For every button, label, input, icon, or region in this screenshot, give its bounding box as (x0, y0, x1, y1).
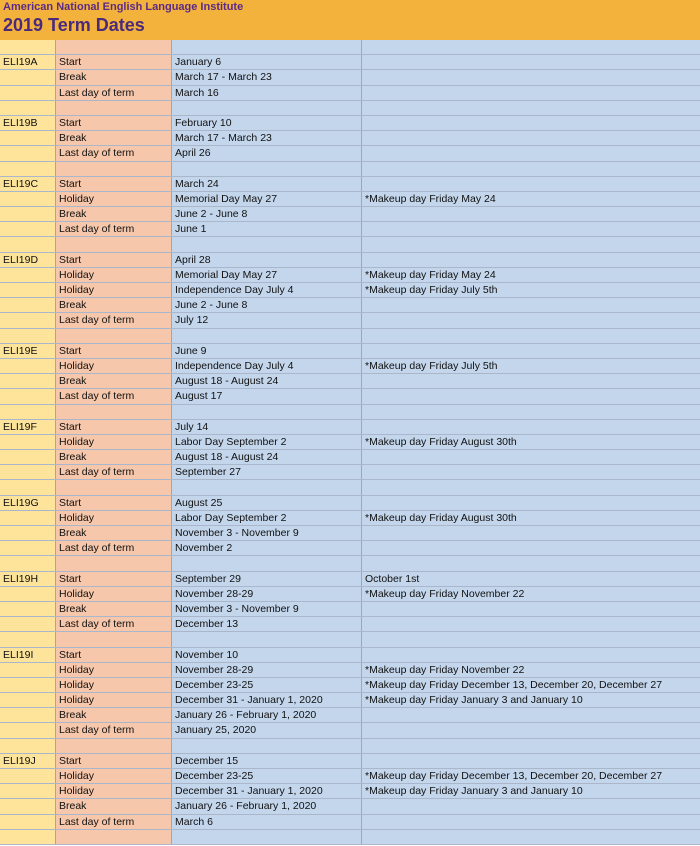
event-type-cell[interactable]: Holiday (56, 192, 172, 206)
note-cell[interactable] (362, 496, 700, 510)
term-code-cell[interactable] (0, 268, 56, 282)
sheet-header (0, 0, 700, 40)
event-type-cell[interactable]: Last day of term (56, 146, 172, 160)
term-code-cell[interactable] (0, 146, 56, 160)
table-row (0, 541, 700, 556)
term-code-cell[interactable]: ELI19I (0, 648, 56, 662)
event-type-cell[interactable]: Start (56, 754, 172, 768)
term-code-cell[interactable] (0, 784, 56, 798)
event-type-cell[interactable]: Holiday (56, 663, 172, 677)
term-code-cell[interactable] (0, 769, 56, 783)
date-cell[interactable]: August 17 (172, 389, 362, 403)
date-cell[interactable]: June 1 (172, 222, 362, 236)
table-row (0, 116, 700, 131)
date-cell[interactable]: November 3 - November 9 (172, 526, 362, 540)
term-code-cell[interactable]: ELI19J (0, 754, 56, 768)
note-cell[interactable]: *Makeup day Friday December 13, December 20, December 27 (362, 678, 700, 692)
event-type-cell[interactable]: Holiday (56, 268, 172, 282)
date-cell[interactable]: September 29 (172, 572, 362, 586)
event-type-cell[interactable]: Last day of term (56, 617, 172, 631)
date-cell[interactable]: November 3 - November 9 (172, 602, 362, 616)
term-code-cell[interactable] (0, 632, 56, 646)
date-cell[interactable]: June 9 (172, 344, 362, 358)
event-type-cell[interactable]: Break (56, 374, 172, 388)
term-code-cell[interactable]: ELI19F (0, 420, 56, 434)
table-row (0, 435, 700, 450)
event-type-cell[interactable]: Holiday (56, 693, 172, 707)
event-type-cell[interactable]: Break (56, 131, 172, 145)
table-row (0, 465, 700, 480)
note-cell[interactable] (362, 739, 700, 753)
date-cell[interactable]: January 26 - February 1, 2020 (172, 799, 362, 813)
term-code-cell[interactable] (0, 739, 56, 753)
term-code-cell[interactable] (0, 222, 56, 236)
date-cell[interactable]: August 18 - August 24 (172, 450, 362, 464)
table-row (0, 298, 700, 313)
table-row (0, 389, 700, 404)
term-code-cell[interactable] (0, 237, 56, 251)
date-cell[interactable]: March 17 - March 23 (172, 70, 362, 84)
note-cell[interactable] (362, 450, 700, 464)
table-row (0, 830, 700, 845)
table-row (0, 480, 700, 495)
note-cell[interactable] (362, 556, 700, 570)
event-type-cell[interactable] (56, 40, 172, 54)
note-cell[interactable] (362, 405, 700, 419)
event-type-cell[interactable]: Break (56, 526, 172, 540)
date-cell[interactable] (172, 739, 362, 753)
date-cell[interactable]: December 31 - January 1, 2020 (172, 693, 362, 707)
note-cell[interactable] (362, 116, 700, 130)
term-code-cell[interactable] (0, 162, 56, 176)
term-code-cell[interactable] (0, 86, 56, 100)
term-code-cell[interactable] (0, 329, 56, 343)
term-code-cell[interactable]: ELI19C (0, 177, 56, 191)
table-row (0, 283, 700, 298)
table-row (0, 101, 700, 116)
note-cell[interactable]: *Makeup day Friday August 30th (362, 511, 700, 525)
event-type-cell[interactable]: Break (56, 602, 172, 616)
event-type-cell[interactable]: Last day of term (56, 723, 172, 737)
table-row (0, 678, 700, 693)
note-cell[interactable] (362, 298, 700, 312)
date-cell[interactable]: Labor Day September 2 (172, 435, 362, 449)
event-type-cell[interactable]: Start (56, 116, 172, 130)
note-cell[interactable] (362, 344, 700, 358)
event-type-cell[interactable]: Holiday (56, 359, 172, 373)
table-row (0, 648, 700, 663)
note-cell[interactable] (362, 55, 700, 69)
note-cell[interactable] (362, 480, 700, 494)
event-type-cell[interactable]: Break (56, 298, 172, 312)
note-cell[interactable] (362, 799, 700, 813)
event-type-cell[interactable]: Start (56, 572, 172, 586)
note-cell[interactable] (362, 329, 700, 343)
date-cell[interactable] (172, 480, 362, 494)
term-code-cell[interactable] (0, 192, 56, 206)
note-cell[interactable] (362, 222, 700, 236)
term-code-cell[interactable] (0, 359, 56, 373)
event-type-cell[interactable]: Last day of term (56, 465, 172, 479)
term-code-cell[interactable] (0, 435, 56, 449)
table-row (0, 723, 700, 738)
term-code-cell[interactable] (0, 283, 56, 297)
event-type-cell[interactable]: Holiday (56, 435, 172, 449)
date-cell[interactable]: Memorial Day May 27 (172, 268, 362, 282)
note-cell[interactable] (362, 632, 700, 646)
note-cell[interactable] (362, 86, 700, 100)
date-cell[interactable]: January 6 (172, 55, 362, 69)
note-cell[interactable]: *Makeup day Friday July 5th (362, 359, 700, 373)
event-type-cell[interactable]: Holiday (56, 283, 172, 297)
date-cell[interactable]: December 23-25 (172, 678, 362, 692)
term-code-cell[interactable] (0, 723, 56, 737)
event-type-cell[interactable]: Last day of term (56, 815, 172, 829)
table-row (0, 496, 700, 511)
table-row (0, 329, 700, 344)
date-cell[interactable]: Independence Day July 4 (172, 359, 362, 373)
date-cell[interactable]: August 18 - August 24 (172, 374, 362, 388)
term-code-cell[interactable] (0, 617, 56, 631)
date-cell[interactable]: November 10 (172, 648, 362, 662)
table-row (0, 313, 700, 328)
note-cell[interactable]: *Makeup day Friday August 30th (362, 435, 700, 449)
note-cell[interactable] (362, 526, 700, 540)
event-type-cell[interactable]: Last day of term (56, 389, 172, 403)
term-code-cell[interactable]: ELI19G (0, 496, 56, 510)
date-cell[interactable]: June 2 - June 8 (172, 207, 362, 221)
note-cell[interactable] (362, 313, 700, 327)
term-code-cell[interactable] (0, 602, 56, 616)
event-type-cell[interactable]: Start (56, 253, 172, 267)
note-cell[interactable] (362, 617, 700, 631)
event-type-cell[interactable]: Last day of term (56, 222, 172, 236)
note-cell[interactable]: *Makeup day Friday November 22 (362, 587, 700, 601)
table-row (0, 268, 700, 283)
event-type-cell[interactable]: Break (56, 450, 172, 464)
note-cell[interactable] (362, 389, 700, 403)
date-cell[interactable] (172, 405, 362, 419)
note-cell[interactable]: October 1st (362, 572, 700, 586)
term-code-cell[interactable] (0, 815, 56, 829)
event-type-cell[interactable] (56, 162, 172, 176)
note-cell[interactable] (362, 754, 700, 768)
date-cell[interactable]: November 28-29 (172, 663, 362, 677)
note-cell[interactable]: *Makeup day Friday November 22 (362, 663, 700, 677)
page-title: 2019 Term Dates (3, 15, 145, 35)
date-cell[interactable]: September 27 (172, 465, 362, 479)
event-type-cell[interactable]: Last day of term (56, 541, 172, 555)
date-cell[interactable] (172, 830, 362, 844)
table-row (0, 526, 700, 541)
event-type-cell[interactable]: Holiday (56, 678, 172, 692)
event-type-cell[interactable]: Holiday (56, 769, 172, 783)
note-cell[interactable] (362, 162, 700, 176)
event-type-cell[interactable] (56, 632, 172, 646)
term-code-cell[interactable]: ELI19A (0, 55, 56, 69)
date-cell[interactable]: April 26 (172, 146, 362, 160)
event-type-cell[interactable]: Holiday (56, 784, 172, 798)
date-cell[interactable] (172, 632, 362, 646)
date-cell[interactable]: March 17 - March 23 (172, 131, 362, 145)
term-code-cell[interactable] (0, 480, 56, 494)
event-type-cell[interactable]: Start (56, 420, 172, 434)
table-row (0, 556, 700, 571)
date-cell[interactable]: Independence Day July 4 (172, 283, 362, 297)
date-cell[interactable]: November 28-29 (172, 587, 362, 601)
event-type-cell[interactable] (56, 739, 172, 753)
event-type-cell[interactable] (56, 237, 172, 251)
date-cell[interactable]: August 25 (172, 496, 362, 510)
term-code-cell[interactable] (0, 541, 56, 555)
table-row (0, 784, 700, 799)
note-cell[interactable] (362, 541, 700, 555)
term-code-cell[interactable] (0, 511, 56, 525)
event-type-cell[interactable]: Holiday (56, 511, 172, 525)
table-row (0, 632, 700, 647)
event-type-cell[interactable]: Start (56, 344, 172, 358)
term-code-cell[interactable]: ELI19D (0, 253, 56, 267)
term-code-cell[interactable] (0, 405, 56, 419)
term-code-cell[interactable] (0, 708, 56, 722)
note-cell[interactable] (362, 253, 700, 267)
date-cell[interactable]: December 31 - January 1, 2020 (172, 784, 362, 798)
event-type-cell[interactable] (56, 329, 172, 343)
table-row (0, 192, 700, 207)
term-code-cell[interactable]: ELI19E (0, 344, 56, 358)
note-cell[interactable] (362, 177, 700, 191)
event-type-cell[interactable]: Holiday (56, 587, 172, 601)
event-type-cell[interactable] (56, 405, 172, 419)
term-code-cell[interactable] (0, 101, 56, 115)
note-cell[interactable] (362, 70, 700, 84)
table-row (0, 237, 700, 252)
date-cell[interactable] (172, 329, 362, 343)
table-row (0, 359, 700, 374)
table-row (0, 708, 700, 723)
table-row (0, 40, 700, 55)
term-code-cell[interactable]: ELI19B (0, 116, 56, 130)
table-row (0, 693, 700, 708)
note-cell[interactable] (362, 465, 700, 479)
date-cell[interactable] (172, 556, 362, 570)
date-cell[interactable] (172, 40, 362, 54)
date-cell[interactable]: March 16 (172, 86, 362, 100)
date-cell[interactable]: December 23-25 (172, 769, 362, 783)
note-cell[interactable] (362, 237, 700, 251)
event-type-cell[interactable]: Break (56, 799, 172, 813)
term-code-cell[interactable] (0, 830, 56, 844)
term-code-cell[interactable] (0, 556, 56, 570)
event-type-cell[interactable] (56, 556, 172, 570)
term-code-cell[interactable] (0, 465, 56, 479)
date-cell[interactable]: December 13 (172, 617, 362, 631)
term-dates-table (0, 40, 700, 846)
table-row (0, 177, 700, 192)
date-cell[interactable]: Memorial Day May 27 (172, 192, 362, 206)
term-code-cell[interactable] (0, 587, 56, 601)
note-cell[interactable]: *Makeup day Friday May 24 (362, 192, 700, 206)
note-cell[interactable] (362, 602, 700, 616)
table-row (0, 587, 700, 602)
term-code-cell[interactable] (0, 450, 56, 464)
date-cell[interactable]: January 26 - February 1, 2020 (172, 708, 362, 722)
event-type-cell[interactable]: Break (56, 207, 172, 221)
table-row (0, 754, 700, 769)
table-row (0, 572, 700, 587)
table-row (0, 602, 700, 617)
date-cell[interactable] (172, 237, 362, 251)
date-cell[interactable]: Labor Day September 2 (172, 511, 362, 525)
note-cell[interactable] (362, 420, 700, 434)
date-cell[interactable] (172, 101, 362, 115)
table-row (0, 222, 700, 237)
table-row (0, 374, 700, 389)
term-code-cell[interactable] (0, 40, 56, 54)
event-type-cell[interactable]: Start (56, 55, 172, 69)
note-cell[interactable] (362, 374, 700, 388)
note-cell[interactable] (362, 830, 700, 844)
table-row (0, 815, 700, 830)
date-cell[interactable] (172, 162, 362, 176)
event-type-cell[interactable]: Last day of term (56, 86, 172, 100)
term-code-cell[interactable] (0, 313, 56, 327)
date-cell[interactable]: June 2 - June 8 (172, 298, 362, 312)
table-row (0, 450, 700, 465)
table-row (0, 511, 700, 526)
date-cell[interactable]: April 28 (172, 253, 362, 267)
note-cell[interactable]: *Makeup day Friday December 13, December 20, December 27 (362, 769, 700, 783)
table-row (0, 405, 700, 420)
date-cell[interactable]: November 2 (172, 541, 362, 555)
term-code-cell[interactable] (0, 207, 56, 221)
term-code-cell[interactable] (0, 298, 56, 312)
date-cell[interactable]: July 12 (172, 313, 362, 327)
table-row (0, 207, 700, 222)
table-row (0, 739, 700, 754)
date-cell[interactable]: July 14 (172, 420, 362, 434)
event-type-cell[interactable]: Break (56, 708, 172, 722)
term-code-cell[interactable] (0, 693, 56, 707)
event-type-cell[interactable] (56, 101, 172, 115)
note-cell[interactable]: *Makeup day Friday January 3 and January 10 (362, 693, 700, 707)
term-code-cell[interactable] (0, 678, 56, 692)
table-row (0, 769, 700, 784)
note-cell[interactable]: *Makeup day Friday May 24 (362, 268, 700, 282)
date-cell[interactable]: March 24 (172, 177, 362, 191)
event-type-cell[interactable]: Break (56, 70, 172, 84)
table-row (0, 131, 700, 146)
event-type-cell[interactable] (56, 830, 172, 844)
term-code-cell[interactable] (0, 374, 56, 388)
note-cell[interactable] (362, 723, 700, 737)
table-row (0, 344, 700, 359)
date-cell[interactable]: January 25, 2020 (172, 723, 362, 737)
date-cell[interactable]: March 6 (172, 815, 362, 829)
note-cell[interactable] (362, 146, 700, 160)
table-row (0, 253, 700, 268)
term-code-cell[interactable]: ELI19H (0, 572, 56, 586)
term-code-cell[interactable] (0, 526, 56, 540)
term-code-cell[interactable] (0, 799, 56, 813)
table-row (0, 70, 700, 85)
term-code-cell[interactable] (0, 389, 56, 403)
note-cell[interactable]: *Makeup day Friday January 3 and January 10 (362, 784, 700, 798)
organization-name: American National English Language Institute (3, 1, 244, 13)
note-cell[interactable] (362, 131, 700, 145)
event-type-cell[interactable]: Start (56, 496, 172, 510)
table-row (0, 146, 700, 161)
note-cell[interactable] (362, 648, 700, 662)
term-code-cell[interactable] (0, 131, 56, 145)
note-cell[interactable] (362, 815, 700, 829)
date-cell[interactable]: February 10 (172, 116, 362, 130)
event-type-cell[interactable]: Start (56, 648, 172, 662)
table-row (0, 55, 700, 70)
date-cell[interactable]: December 15 (172, 754, 362, 768)
note-cell[interactable] (362, 101, 700, 115)
note-cell[interactable] (362, 708, 700, 722)
table-row (0, 663, 700, 678)
term-code-cell[interactable] (0, 70, 56, 84)
table-row (0, 86, 700, 101)
table-row (0, 420, 700, 435)
term-code-cell[interactable] (0, 663, 56, 677)
note-cell[interactable] (362, 207, 700, 221)
table-row (0, 162, 700, 177)
table-row (0, 617, 700, 632)
table-row (0, 799, 700, 814)
event-type-cell[interactable]: Last day of term (56, 313, 172, 327)
note-cell[interactable] (362, 40, 700, 54)
event-type-cell[interactable] (56, 480, 172, 494)
event-type-cell[interactable]: Start (56, 177, 172, 191)
note-cell[interactable]: *Makeup day Friday July 5th (362, 283, 700, 297)
